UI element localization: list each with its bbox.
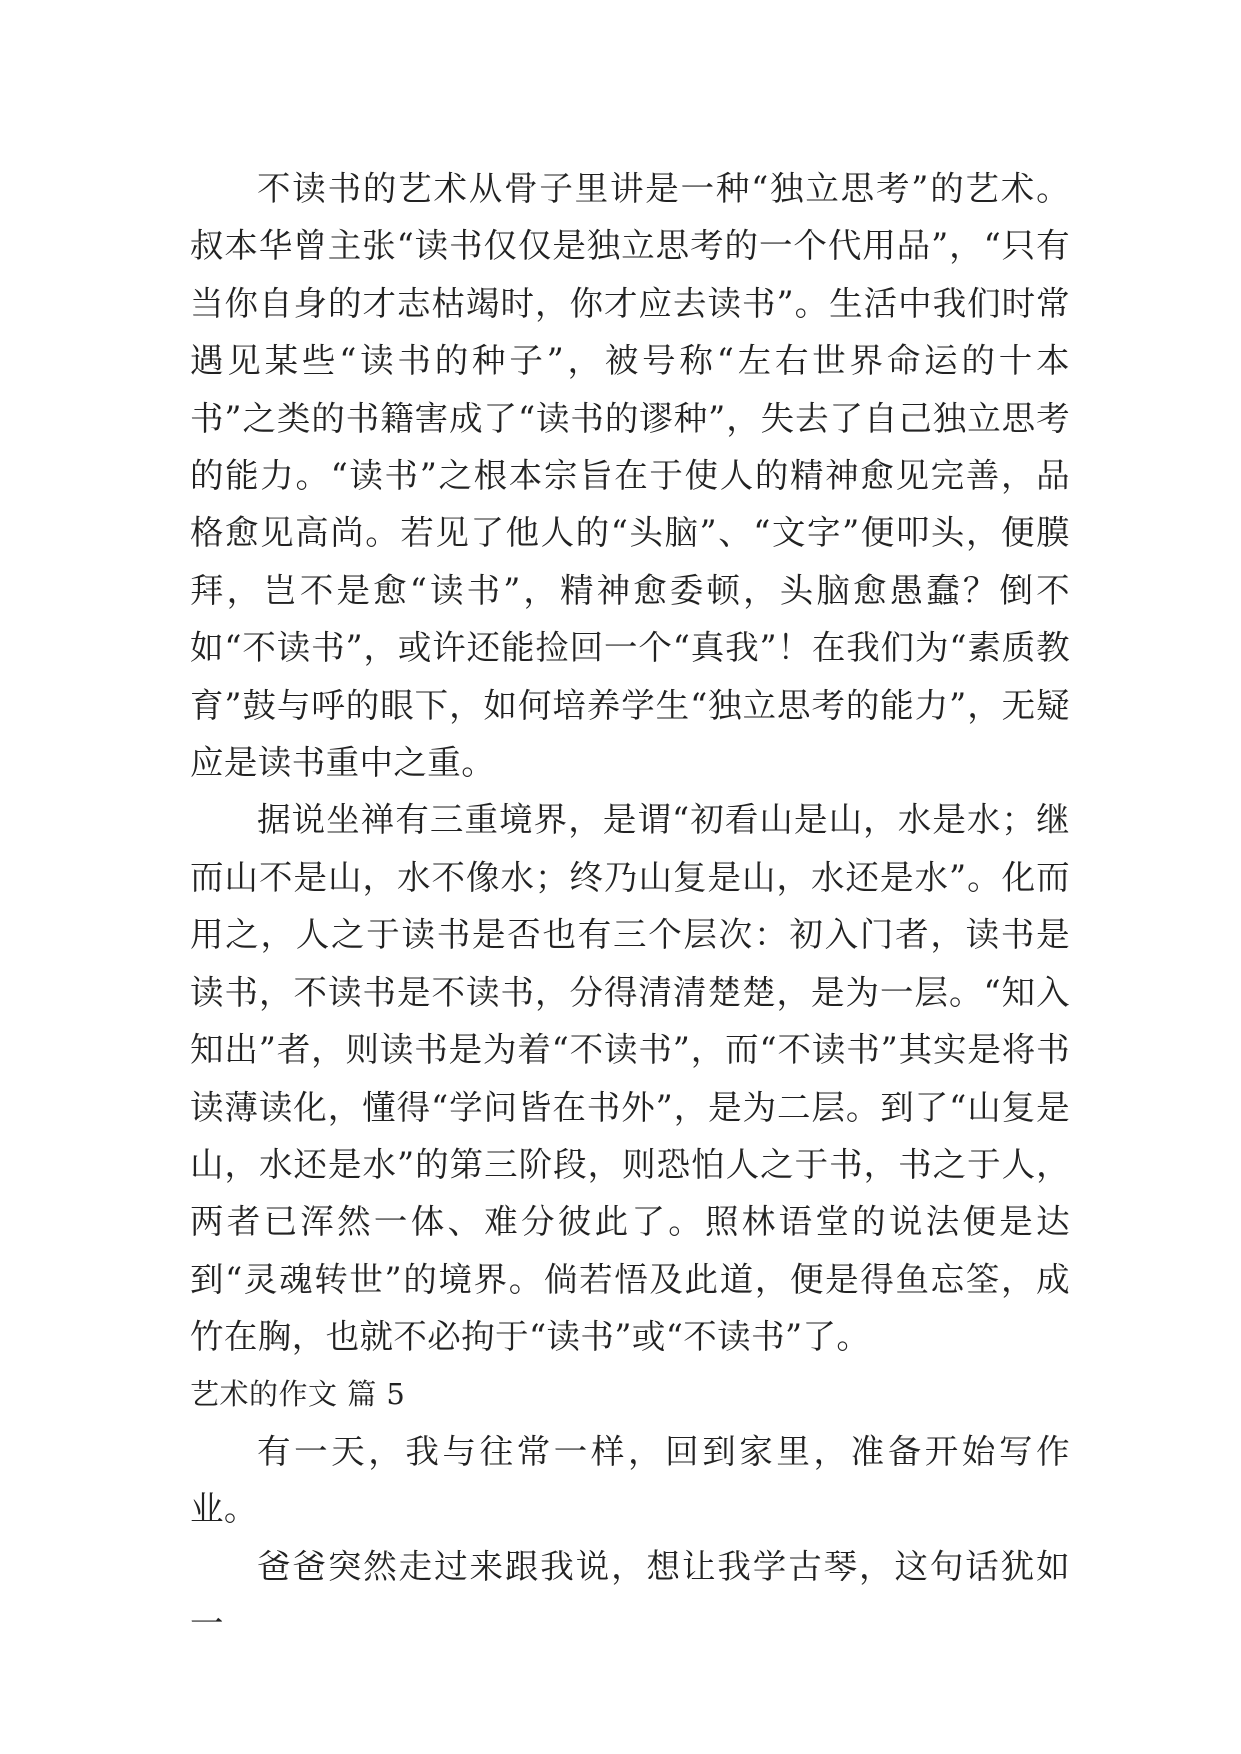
paragraph-one-day: 有一天，我与往常一样，回到家里，准备开始写作业。 — [190, 1431, 1070, 1529]
paragraph-three-levels: 据说坐禅有三重境界，是谓“初看山是山，水是水；继而山不是山，水不像水；终乃山复是山，水还是水”。化而用之，人之于读书是否也有三个层次：初入门者，读书是读书，不读书是不读书，分得清清楚楚，是为一层。“知入知出”者，则读书是为着“不读书”，而“不读书”其实是将书读薄读化，懂得“学问皆在书外”，是为二层。到了“山复是山，水还是水”的第三阶段，则恐怕人之于书，书之于人，两者已浑然一体、难分彼此了。照林语堂的说法便是达到“灵魂转世”的境界。倘若悟及此道，便是得鱼忘筌，成竹在胸，也就不必拘于“读书”或“不读书”了。 — [190, 800, 1070, 1357]
document-body — [190, 160, 1070, 1653]
paragraph-independent-thinking: 不读书的艺术从骨子里讲是一种“独立思考”的艺术。叔本华曾主张“读书仅仅是独立思考的一个代用品”，“只有当你自身的才志枯竭时，你才应去读书”。生活中我们时常遇见某些“读书的种子”，被号称“左右世界命运的十本书”之类的书籍害成了“读书的谬种”，失去了自己独立思考的能力。“读书”之根本宗旨在于使人的精神愈见完善，品格愈见高尚。若见了他人的“头脑”、“文字”便叩头，便膜拜，岂不是愈“读书”，精神愈委顿，头脑愈愚蠢？倒不如“不读书”，或许还能捡回一个“真我”！在我们为“素质教育”鼓与呼的眼下，如何培养学生“独立思考的能力”，无疑应是读书重中之重。 — [190, 169, 1070, 783]
section-heading: 艺术的作文 篇 5 — [190, 1376, 406, 1411]
paragraph-father-guqin: 爸爸突然走过来跟我说，想让我学古琴，这句话犹如一 — [190, 1546, 1070, 1644]
